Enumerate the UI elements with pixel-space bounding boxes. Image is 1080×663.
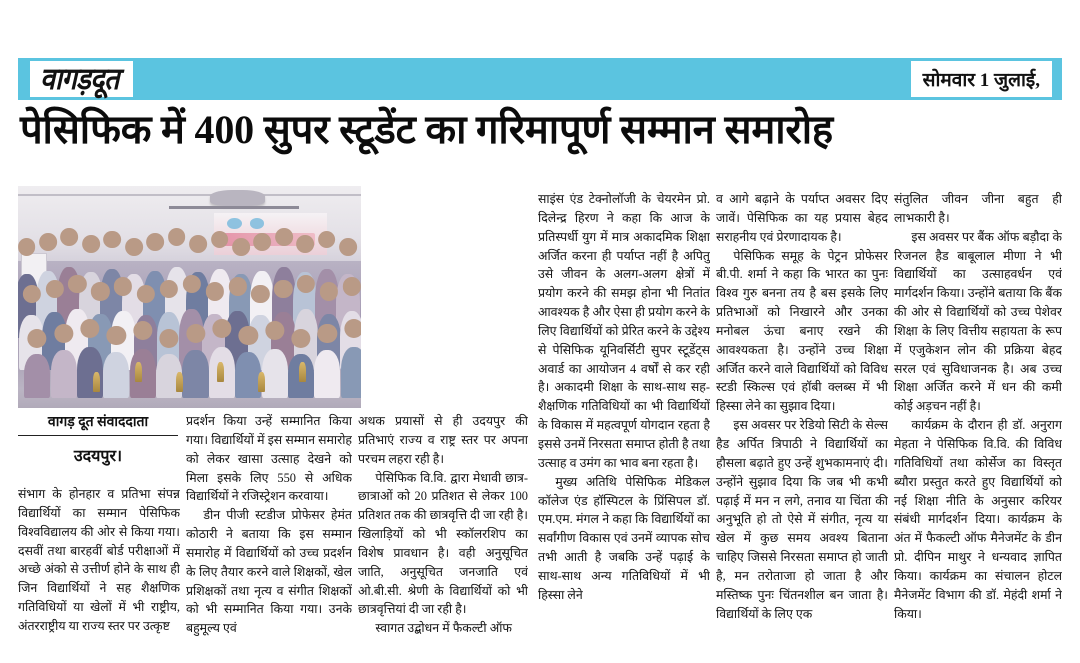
photo-trophy xyxy=(176,372,183,392)
article-paragraph: डीन पीजी स्टडीज प्रोफेसर हेमंत कोठारी ने बताया कि इस सम्मान समारोह में विद्यार्थियों को उच्च प्रदर्शन के लिए तैयार करने वाले शिक्षकों, खेल प्रशिक्षकों तथा नृत्य व संगीत शिक्षकों को भी सम्मानित किया गया। उनके बहुमूल्य एवं xyxy=(186,508,352,636)
article-paragraph: स्वागत उद्बोधन में फैकल्टी ऑफ xyxy=(375,621,512,636)
photo-person xyxy=(103,352,129,398)
ceiling-projector-icon xyxy=(210,190,265,206)
photo-crowd xyxy=(18,248,361,408)
photo-person xyxy=(130,349,156,399)
article-paragraph: कार्यक्रम के दौरान ही डॉ. अनुराग मेहता ने पेसिफिक वि.वि. की विविध गतिविधियों तथा कोर्सेज का विस्तृत ब्यौरा प्रस्तुत करते हुए विद्यार्थियों को नई शिक्षा नीति के अनुसार करियर संबंधी मार्गदर्शन दिया। कार्यक्रम के अंत में फैकल्टी ऑफ मैनेजमेंट के डीन प्रो. दीपिन माथुर ने धन्यवाद ज्ञापित किया। कार्यक्रम का संचालन होटल मैनेजमेंट विभाग की डॉ. मेहंदी शर्मा ने किया। xyxy=(894,418,1062,621)
article-paragraph: इस अवसर पर रेडियो सिटी के सेल्स हैड अर्पित त्रिपाठी ने विद्यार्थियों का हौसला बढ़ाते हुए उन्हें शुभकामनाएं दी। उन्होंने सुझाव दिया कि जब भी कभी पढ़ाई में मन न लगे, तनाव या चिंता की अनुभूति हो तो ऐसे में संगीत, नृत्य या खेल में कुछ समय अवश्य बिताना चाहिए जिससे निरसता समाप्त हो जाती है, मन तरोताजा हो जाता है और मस्तिष्क पुनः चिंतनशील बन जाता है। विद्यार्थियों के लिए एक xyxy=(716,418,888,621)
article-paragraph: संभाग के होनहार व प्रतिभा संपन्न विद्यार्थियों का सम्मान पेसिफिक विश्वविद्यालय की ओर से किया गया। दसवीं तथा बारहवीं बोर्ड परीक्षाओं में अच्छे अंको से उत्तीर्ण होने के साथ ही जिन विद्यार्थियों ने सह शैक्षणिक गतिविधियों या खेलों में भी राष्ट्रीय, अंतरराष्ट्रीय या राज्य स्तर पर उत्कृष्ट xyxy=(18,487,180,633)
photo-person xyxy=(51,350,77,398)
photo-trophy xyxy=(217,362,224,382)
byline xyxy=(18,412,178,466)
photo-trophy xyxy=(299,362,306,382)
newspaper-logo[interactable]: वागड़दूत xyxy=(40,61,119,96)
article-photo xyxy=(18,186,361,408)
byline-reporter: वागड़ दूत संवाददाता xyxy=(18,412,178,436)
masthead-logo-box xyxy=(30,61,133,97)
page-headline: पेसिफिक में 400 सुपर स्टूडेंट का गरिमापूर्ण सम्मान समारोह xyxy=(20,107,833,152)
photo-wall-seam xyxy=(18,194,361,196)
photo-person xyxy=(262,349,288,399)
byline-place: उदयपुर। xyxy=(73,448,123,465)
article-paragraph: अथक प्रयासों से ही उदयपुर की प्रतिभाएं राज्य व राष्ट्र स्तर पर अपना परचम लहरा रही है। xyxy=(358,414,528,466)
article-column-2 xyxy=(186,412,352,663)
article-paragraph: साइंस एंड टेक्नोलॉजी के चेयरमेन प्रो. दिलेन्द्र हिरण ने कहा कि आज के प्रतिस्पर्धी युग में मात्र अकादमिक शिक्षा अर्जित करना ही पर्याप्त नहीं है अपितु उसे जीवन के अलग-अलग क्षेत्रों में प्रयोग करने की समझ होना भी नितांत आवश्यक है और ऐसा ही प्रयोग करने के लिए विद्यार्थियों को प्रेरित करने के उद्देश्य से पेसिफिक यूनिवर्सिटी सुपर स्टूडेंट्स अवार्ड का आयोजन 4 वर्षों से कर रही है। अकादमी शिक्षा के साथ-साथ सह-शैक्षणिक गतिविधियों का भी विद्यार्थियों के विकास में महत्वपूर्ण योगदान रहता है इससे उनमें निरसता समाप्त होती है तथा उत्साह व उमंग का भाव बना रहता है। xyxy=(538,192,710,470)
photo-trophy xyxy=(258,372,265,392)
article-column-3 xyxy=(358,412,528,663)
article-paragraph: पेसिफिक वि.वि. द्वारा मेधावी छात्र-छात्राओं को 20 प्रतिशत से लेकर 100 प्रतिशत तक की छात्रवृत्ति दी जा रही है। खिलाड़ियों को भी स्कॉलरशिप का विशेष प्रावधान है। वही अनुसूचित जाति, अनुसूचित जनजाति एवं ओ.बी.सी. श्रेणी के विद्यार्थियों को भी छात्रवृत्तियां दी जा रही है। xyxy=(358,470,528,617)
article-column-4 xyxy=(538,190,710,663)
article-column-1 xyxy=(18,485,180,663)
article-paragraph: पेसिफिक समूह के पेट्रन प्रोफेसर बी.पी. शर्मा ने कहा कि भारत का पुनः विश्व गुरु बनना तय है बस इसके लिए प्रतिभाओं को निखारने और उनका मनोबल ऊंचा बनाए रखने की आवश्यकता है। उन्होंने उच्च शिक्षा अर्जित करने वाले विद्यार्थियों को विविध स्टडी स्किल्स एवं हॉबी क्लब्स में भी हिस्सा लेने का सुझाव दिया। xyxy=(716,248,888,414)
masthead-date-box xyxy=(911,61,1052,97)
group-photo-image xyxy=(18,186,361,408)
page-bottom-margin xyxy=(0,659,1080,663)
photo-person xyxy=(24,354,50,399)
banner-logo-secondary-icon xyxy=(250,218,265,229)
photo-person xyxy=(314,350,340,398)
article-paragraph: प्रदर्शन किया उन्हें सम्मानित किया गया। विद्यार्थियों में इस सम्मान समारोह को लेकर खासा उत्साह देखने को मिला इसके लिए 550 से अधिक विद्यार्थियों ने रजिस्ट्रेशन करवाया। xyxy=(186,414,352,504)
article-paragraph: व आगे बढ़ाने के पर्याप्त अवसर दिए जावें। पेसिफिक का यह प्रयास बेहद सराहनीय एवं प्रेरणादायक है। xyxy=(716,192,888,244)
article-paragraph: इस अवसर पर बैंक ऑफ बड़ौदा के रिजनल हैड बाबूलाल मीणा ने भी विद्यार्थियों का उत्साहवर्धन एवं मार्गदर्शन किया। उन्होंने बताया कि बैंक की ओर से विद्यार्थियों को उच्च पेशेवर शिक्षा के लिए वित्तीय सहायता के रूप में एजुकेशन लोन की प्रक्रिया बेहद सरल एवं सुविधाजनक है। अब उच्च शिक्षा अर्जित करने में धन की कमी कोई अड़चन नहीं है। xyxy=(894,229,1062,414)
page-top-margin xyxy=(0,0,1080,56)
publication-date: सोमवार 1 जुलाई, xyxy=(922,70,1040,91)
article-paragraph: मुख्य अतिथि पेसिफिक मेडिकल कॉलेज एंड हॉस्पिटल के प्रिंसिपल डॉ. एम.एम. मंगल ने कहा कि विद्यार्थियों का सर्वांगीण विकास एवं उनमें व्यापक सोच तभी आती है जबकि उन्हें पढ़ाई के साथ-साथ अन्य गतिविधियों में भी हिस्सा लेने xyxy=(538,474,710,602)
article-column-6 xyxy=(894,190,1062,663)
photo-person xyxy=(182,350,208,398)
masthead-bar xyxy=(18,58,1062,100)
photo-ceiling-rail xyxy=(169,206,299,209)
photo-trophy xyxy=(93,372,100,392)
photo-person xyxy=(341,347,361,398)
photo-trophy xyxy=(135,362,142,382)
article-paragraph: संतुलित जीवन जीना बहुत ही लाभकारी है। xyxy=(894,192,1062,225)
article-column-5 xyxy=(716,190,888,663)
banner-logo-icon xyxy=(227,218,242,229)
